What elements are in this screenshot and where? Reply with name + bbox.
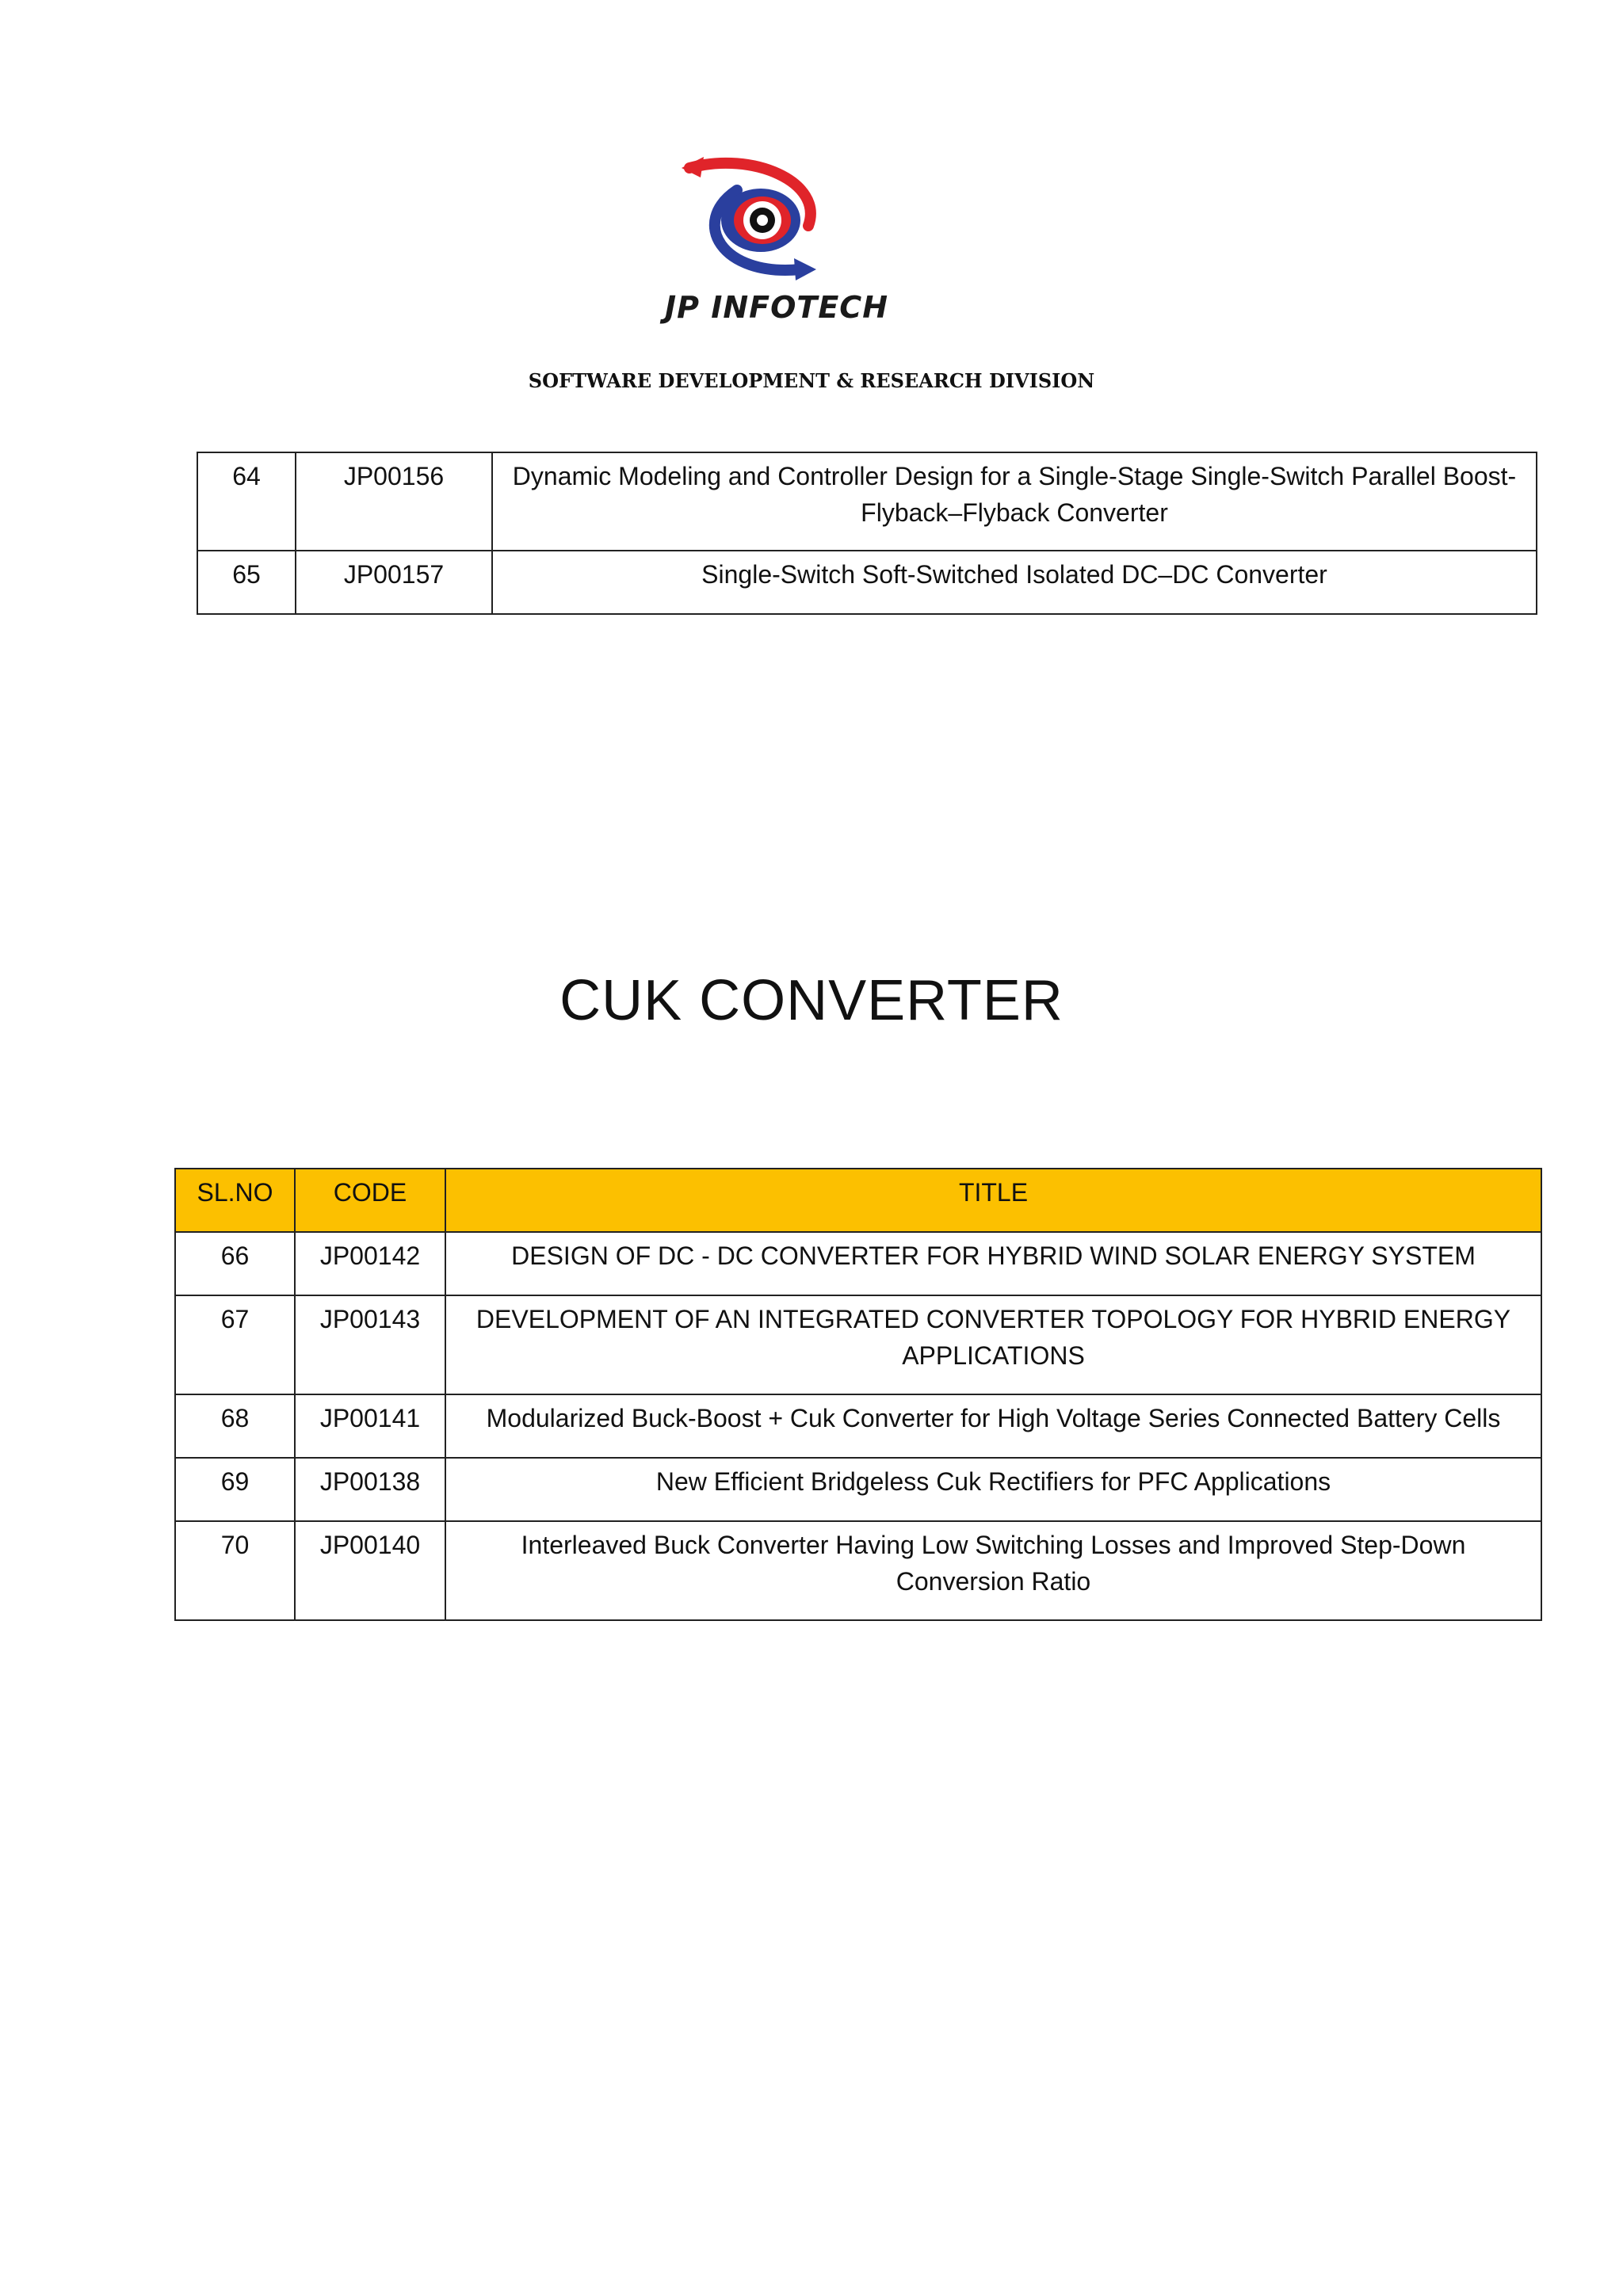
cuk-converter-table [174, 1168, 1542, 1621]
slno-cell: 67 [175, 1295, 295, 1394]
title-cell: Single-Switch Soft-Switched Isolated DC–DC Converter [492, 551, 1537, 614]
title-cell: Dynamic Modeling and Controller Design for a Single-Stage Single-Switch Parallel Boost-Flyback–Flyback Converter [492, 452, 1537, 551]
division-heading: SOFTWARE DEVELOPMENT & RESEARCH DIVISION [528, 369, 1095, 392]
header-slno: SL.NO [175, 1169, 295, 1232]
table-row [175, 1232, 1541, 1295]
slno-cell: 66 [175, 1232, 295, 1295]
title-cell: DEVELOPMENT OF AN INTEGRATED CONVERTER TOPOLOGY FOR HYBRID ENERGY APPLICATIONS [445, 1295, 1541, 1394]
title-cell: Interleaved Buck Converter Having Low Switching Losses and Improved Step-Down Conversion Ratio [445, 1521, 1541, 1620]
table-row [197, 551, 1537, 614]
logo-emblem-icon [658, 151, 896, 285]
title-cell: DESIGN OF DC - DC CONVERTER FOR HYBRID WIND SOLAR ENERGY SYSTEM [445, 1232, 1541, 1295]
slno-cell: 69 [175, 1458, 295, 1521]
slno-cell: 70 [175, 1521, 295, 1620]
code-cell: JP00156 [296, 452, 492, 551]
slno-cell: 65 [197, 551, 296, 614]
code-cell: JP00143 [295, 1295, 445, 1394]
code-cell: JP00140 [295, 1521, 445, 1620]
logo-text: JP INFOTECH [665, 290, 888, 325]
slno-cell: 68 [175, 1394, 295, 1458]
table-row [175, 1521, 1541, 1620]
code-cell: JP00141 [295, 1394, 445, 1458]
header-code: CODE [295, 1169, 445, 1232]
table-row [175, 1458, 1541, 1521]
title-cell: New Efficient Bridgeless Cuk Rectifiers for PFC Applications [445, 1458, 1541, 1521]
previous-projects-table [197, 452, 1537, 615]
table-row [175, 1394, 1541, 1458]
code-cell: JP00157 [296, 551, 492, 614]
section-title: CUK CONVERTER [559, 969, 1064, 1032]
table-row [197, 452, 1537, 551]
code-cell: JP00142 [295, 1232, 445, 1295]
title-cell: Modularized Buck-Boost + Cuk Converter for High Voltage Series Connected Battery Cells [445, 1394, 1541, 1458]
slno-cell: 64 [197, 452, 296, 551]
table-row [175, 1295, 1541, 1394]
company-logo [658, 151, 896, 333]
code-cell: JP00138 [295, 1458, 445, 1521]
table-header-row [175, 1169, 1541, 1232]
header-title: TITLE [445, 1169, 1541, 1232]
